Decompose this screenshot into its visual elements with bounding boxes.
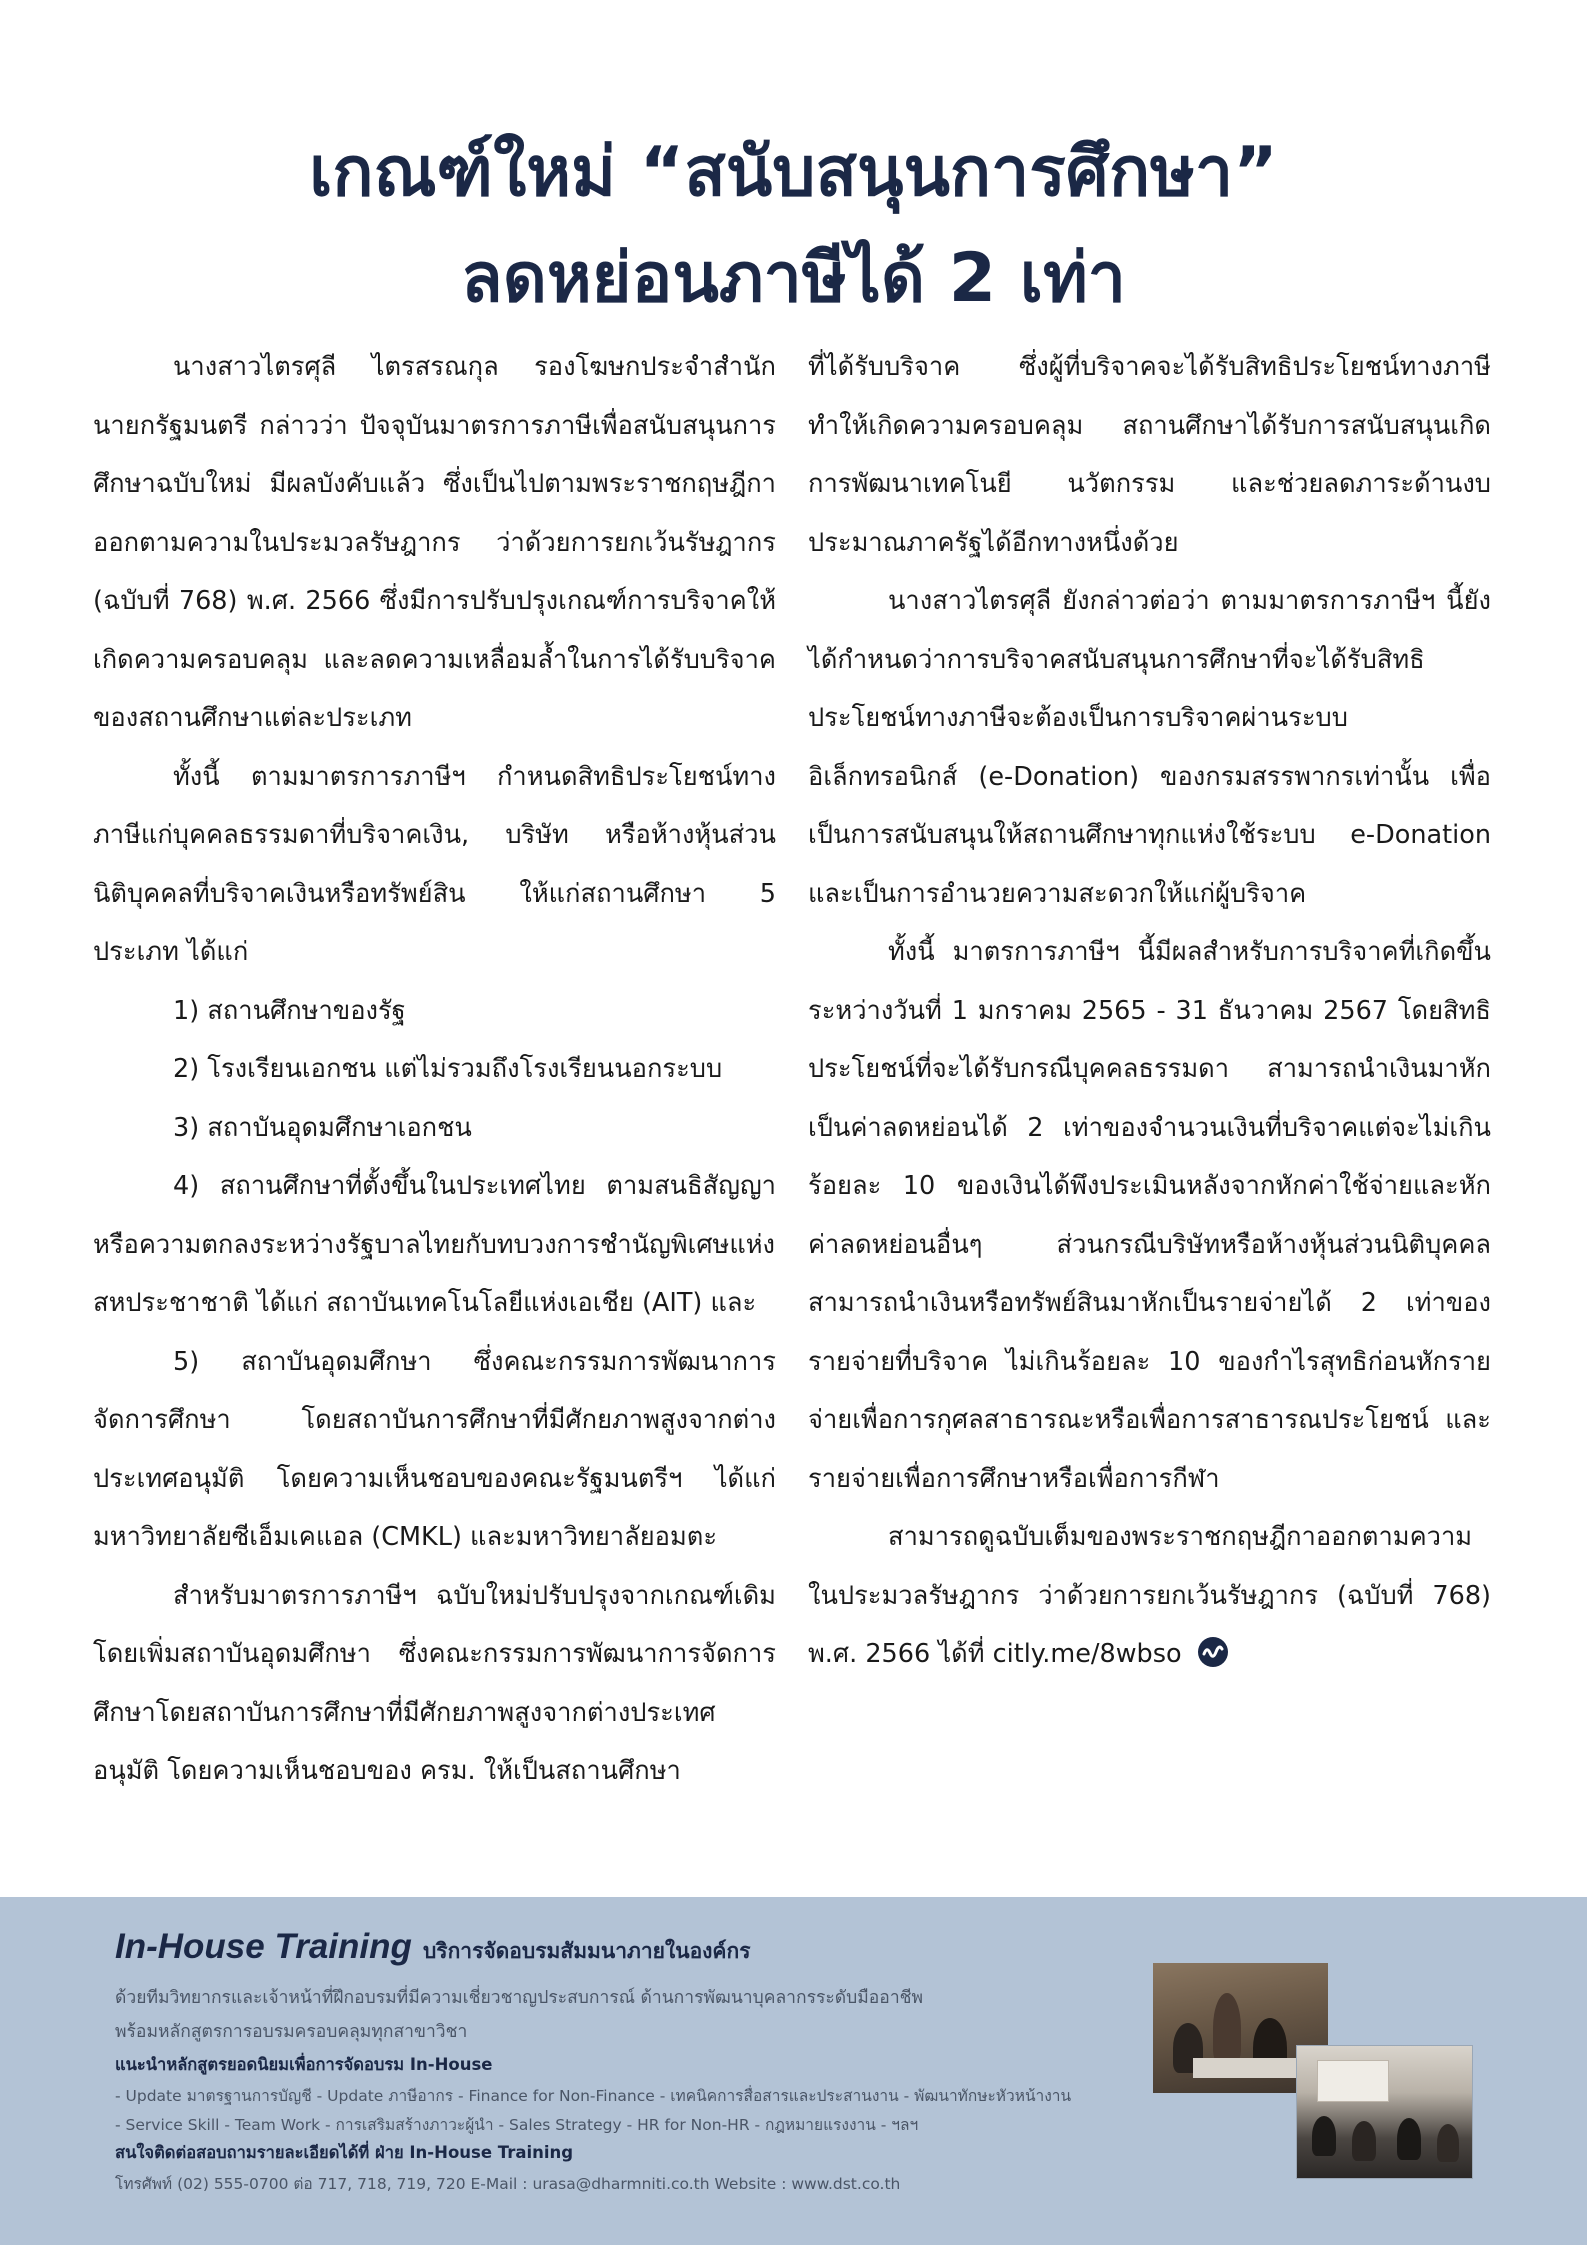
title-line-2: ลดหย่อนภาษีได้ 2 เท่า: [461, 239, 1126, 318]
paragraph-with-link: [808, 1508, 1491, 1684]
paragraph: ทั้งนี้ ตามมาตรการภาษีฯ กำหนดสิทธิประโยชน์ทางภาษีแก่บุคคลธรรมดาที่บริจาคเงิน, บริษัท หรือห้างหุ้นส่วนนิติบุคคลที่บริจาคเงินหรือทรัพย์สิน ให้แก่สถานศึกษา 5 ประเภท ได้แก่: [93, 761, 776, 967]
footer-line: พร้อมหลักสูตรการอบรมครอบคลุมทุกสาขาวิชา: [115, 2022, 468, 2042]
list-item: 4) สถานศึกษาที่ตั้งขึ้นในประเทศไทย ตามสนธิสัญญาหรือความตกลงระหว่างรัฐบาลไทยกับทบวงการชำนัญพิเศษแห่งสหประชาชาติ ได้แก่ สถาบันเทคโนโลยีแห่งเอเชีย (AIT) และ: [93, 1171, 776, 1318]
paragraph: นางสาวไตรศุลี ยังกล่าวต่อว่า ตามมาตรการภาษีฯ นี้ยังได้กำหนดว่าการบริจาคสนับสนุนการศึกษาที่จะได้รับสิทธิประโยชน์ทางภาษีจะต้องเป็นการบริจาคผ่านระบบอิเล็กทรอนิกส์ (e-Donation) ของกรมสรรพากรเท่านั้น เพื่อเป็นการสนับสนุนให้สถานศึกษาทุกแห่งใช้ระบบ e-Donation และเป็นการอำนวยความสะดวกให้แก่ผู้บริจาค: [808, 586, 1491, 909]
list-item: 2) โรงเรียนเอกชน แต่ไม่รวมถึงโรงเรียนนอกระบบ: [173, 1054, 723, 1084]
article-title: [0, 120, 1587, 332]
title-line-1: เกณฑ์ใหม่ “สนับสนุนการศึกษา”: [309, 133, 1278, 212]
left-column: [93, 338, 776, 1801]
footer-title-en: In-House Training: [115, 1927, 412, 1966]
list-item: 1) สถานศึกษาของรัฐ: [173, 995, 406, 1026]
footer-line: ด้วยทีมวิทยากรและเจ้าหน้าที่ฝึกอบรมที่มีความเชี่ยวชาญประสบการณ์ ด้านการพัฒนาบุคลากรระดับมืออาชีพ: [115, 1988, 924, 2008]
footer-line: - Service Skill - Team Work - การเสริมสร้างภาวะผู้นำ - Sales Strategy - HR for Non-HR - กฎหมายแรงงาน - ฯลฯ: [115, 2116, 919, 2134]
paragraph: สำหรับมาตรการภาษีฯ ฉบับใหม่ปรับปรุงจากเกณฑ์เดิม โดยเพิ่มสถาบันอุดมศึกษา ซึ่งคณะกรรมการพัฒนาการจัดการศึกษาโดยสถาบันการศึกษาที่มีศักยภาพสูงจากต่างประเทศอนุมัติ โดยความเห็นชอบของ ครม. ให้เป็นสถานศึกษา: [93, 1580, 776, 1786]
training-photo: [1296, 2045, 1473, 2179]
source-link-text[interactable]: สามารถดูฉบับเต็มของพระราชกฤษฎีกาออกตามความในประมวลรัษฎากร ว่าด้วยการยกเว้นรัษฎากร (ฉบับที่ 768) พ.ศ. 2566 ได้ที่ citly.me/8wbso: [808, 1522, 1491, 1669]
paragraph: นางสาวไตรศุลี ไตรสรณกุล รองโฆษกประจำสำนักนายกรัฐมนตรี กล่าวว่า ปัจจุบันมาตรการภาษีเพื่อสนับสนุนการศึกษาฉบับใหม่ มีผลบังคับแล้ว ซึ่งเป็นไปตามพระราชกฤษฎีกาออกตามความในประมวลรัษฎากร ว่าด้วยการยกเว้นรัษฎากร (ฉบับที่ 768) พ.ศ. 2566 ซึ่งมีการปรับปรุงเกณฑ์การบริจาคให้เกิดความครอบคลุม และลดความเหลื่อมล้ำในการได้รับบริจาคของสถานศึกษาแต่ละประเภท: [93, 352, 776, 733]
footer-contact[interactable]: โทรศัพท์ (02) 555-0700 ต่อ 717, 718, 719, 720 E-Mail : urasa@dharmniti.co.th Website : www.dst.co.th: [115, 2175, 901, 2193]
footer-title-th: บริการจัดอบรมสัมมนาภายในองค์กร: [422, 1939, 751, 1963]
footer-title: [115, 1927, 750, 1968]
footer-heading: สนใจติดต่อสอบถามรายละเอียดได้ที่ ฝ่าย In-House Training: [115, 2143, 574, 2162]
footer-line: - Update มาตรฐานการบัญชี - Update ภาษีอากร - Finance for Non-Finance - เทคนิคการสื่อสารและประสานงาน - พัฒนาทักษะหัวหน้างาน: [115, 2087, 1072, 2105]
list-item: 3) สถาบันอุดมศึกษาเอกชน: [173, 1112, 472, 1143]
paragraph: ที่ได้รับบริจาค ซึ่งผู้ที่บริจาคจะได้รับสิทธิประโยชน์ทางภาษีทำให้เกิดความครอบคลุม สถานศึกษาได้รับการสนับสนุนเกิดการพัฒนาเทคโนยี นวัตกรรม และช่วยลดภาระด้านงบประมาณภาครัฐได้อีกทางหนึ่งด้วย: [808, 352, 1491, 558]
list-item: 5) สถาบันอุดมศึกษา ซึ่งคณะกรรมการพัฒนาการจัดการศึกษา โดยสถาบันการศึกษาที่มีศักยภาพสูงจากต่างประเทศอนุมัติ โดยความเห็นชอบของคณะรัฐมนตรีฯ ได้แก่ มหาวิทยาลัยซีเอ็มเคแอล (CMKL) และมหาวิทยาลัยอมตะ: [93, 1346, 776, 1552]
wave-logo-icon: [1198, 1637, 1228, 1667]
right-column: [808, 338, 1491, 1684]
paragraph: ทั้งนี้ มาตรการภาษีฯ นี้มีผลสำหรับการบริจาคที่เกิดขึ้นระหว่างวันที่ 1 มกราคม 2565 - 31 ธันวาคม 2567 โดยสิทธิประโยชน์ที่จะได้รับกรณีบุคคลธรรมดา สามารถนำเงินมาหักเป็นค่าลดหย่อนได้ 2 เท่าของจำนวนเงินที่บริจาคแต่จะไม่เกินร้อยละ 10 ของเงินได้พึงประเมินหลังจากหักค่าใช้จ่ายและหักค่าลดหย่อนอื่นๆ ส่วนกรณีบริษัทหรือห้างหุ้นส่วนนิติบุคคล สามารถนำเงินหรือทรัพย์สินมาหักเป็นรายจ่ายได้ 2 เท่าของรายจ่ายที่บริจาค ไม่เกินร้อยละ 10 ของกำไรสุทธิก่อนหักรายจ่ายเพื่อการกุศลสาธารณะหรือเพื่อการสาธารณประโยชน์ และรายจ่ายเพื่อการศึกษาหรือเพื่อการกีฬา: [808, 937, 1491, 1494]
footer-heading: แนะนำหลักสูตรยอดนิยมเพื่อการจัดอบรม In-House: [115, 2055, 493, 2074]
